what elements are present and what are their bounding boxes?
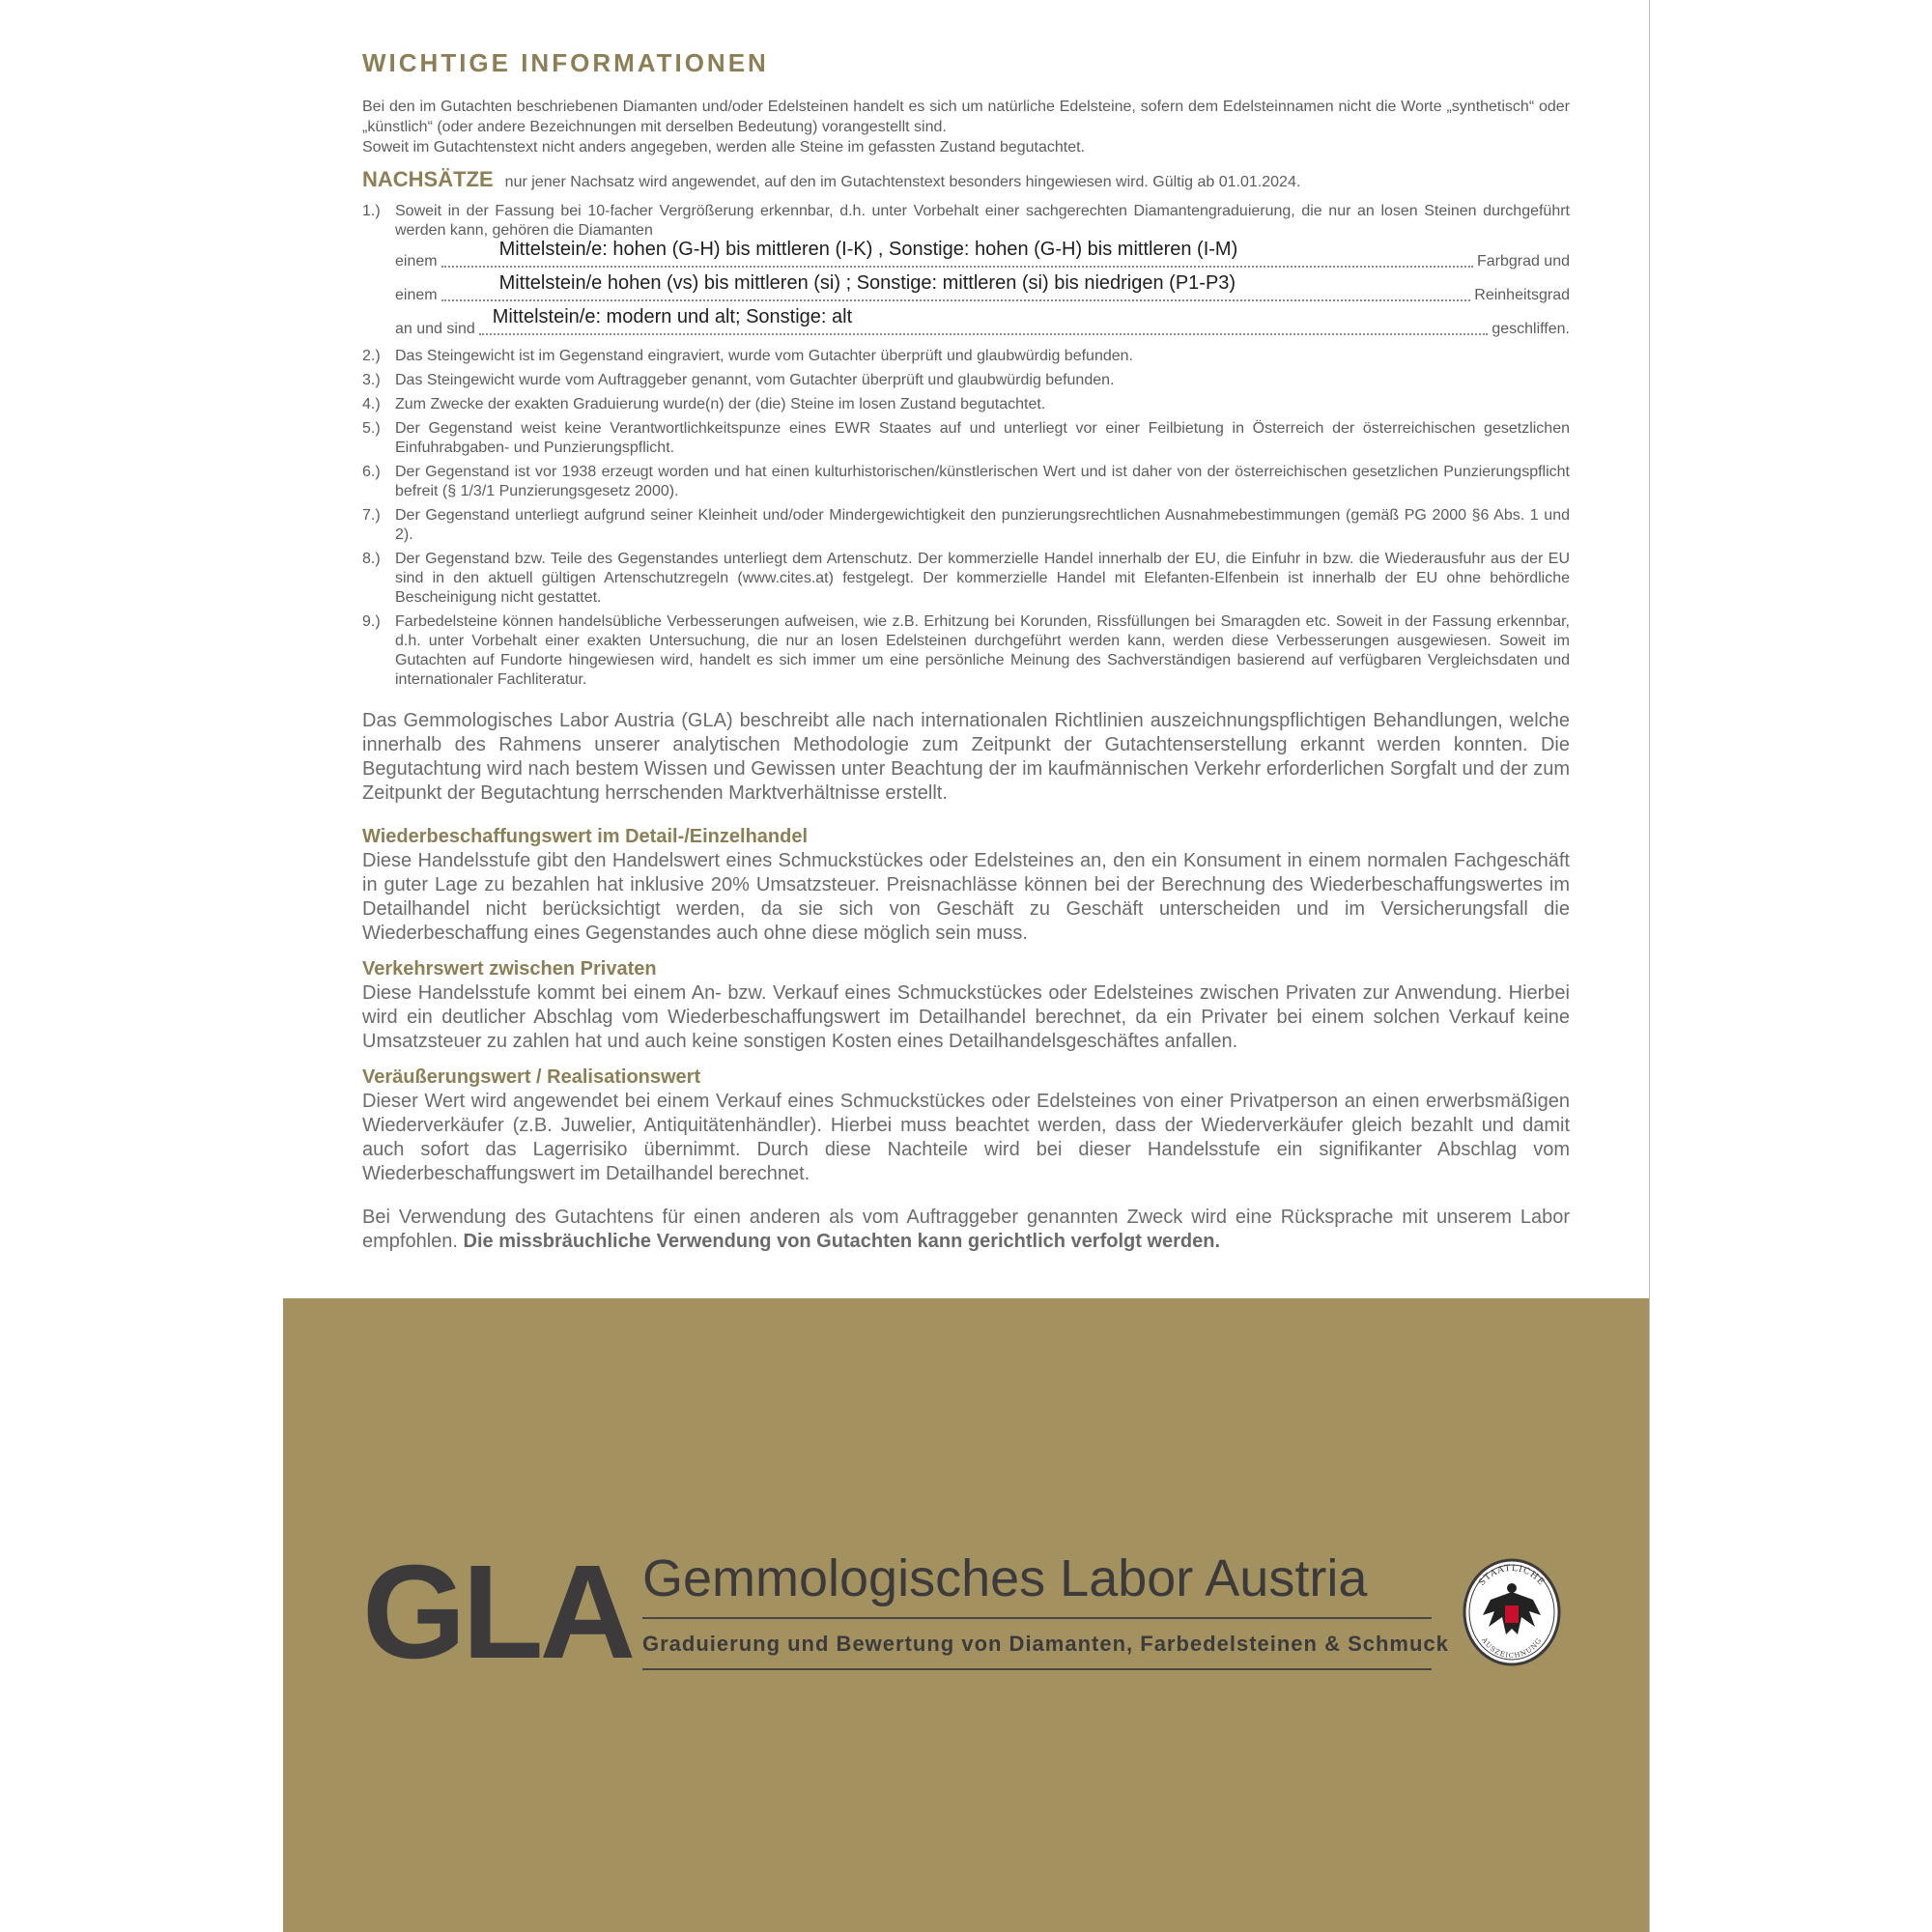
clause-item [362, 419, 1570, 458]
dotted-line [479, 306, 1489, 335]
clause-text: Das Steingewicht wurde vom Auftraggeber genannt, vom Gutachter überprüft und glaubwürdig befunden. [395, 372, 1115, 388]
document-page [283, 0, 1649, 1932]
clause-text: Der Gegenstand unterliegt aufgrund seiner Kleinheit und/oder Mindergewichtigkeit den punzierungsrechtlichen Ausnahmebestimmungen (gemäß PG 2000 §6 Abs. 1 und 2). [395, 507, 1570, 543]
lab-name: Gemmologisches Labor Austria [642, 1549, 1368, 1607]
section-heading: Verkehrswert zwischen Privaten [362, 958, 657, 980]
value-section [362, 825, 1570, 946]
clause-text: Soweit in der Fassung bei 10-facher Vergrößerung erkennbar, d.h. unter Vorbehalt einer sachgerechten Diamantengraduierung, die nur an losen Steinen durchgeführt werden kann, gehören die Diamanten [395, 203, 1570, 239]
clause-text: Der Gegenstand ist vor 1938 erzeugt worden und hat einen kulturhistorischen/künstlerischen Wert und ist daher von der österreichischen gesetzlichen Punzierungspflicht befreit (§ 1/3/1 Punzierungsgesetz 2000). [395, 464, 1570, 499]
fill-row-color [395, 241, 1570, 274]
fill-lead: an und sind [395, 321, 475, 337]
clause-text: Farbedelsteine können handelsübliche Verbesserungen aufweisen, wie z.B. Erhitzung bei Korunden, Rissfüllungen bei Smaragden etc. Soweit in der Fassung erkennbar, d.h. unter Vorbehalt einer exakten Untersuchung, die nur an losen Edelsteinen durchgeführt werden kann, werden diese Verbesserungen ausgewiesen. Soweit im Gutachten auf Fundorte hingewiesen wird, handelt es sich immer um eine persönliche Meinung des Sachverständigen basierend auf verfügbaren Vergleichsdaten und internationaler Fachliteratur. [395, 613, 1570, 688]
closing-text: Bei Verwendung des Gutachtens für einen anderen als vom Auftraggeber genannten Zweck wird eine Rücksprache mit unserem Labor empfohlen. [362, 1207, 1570, 1252]
clause-text: Der Gegenstand bzw. Teile des Gegenstandes unterliegt dem Artenschutz. Der kommerzielle Handel innerhalb der EU, die Einfuhr in bzw. die Wiederausfuhr aus der EU sind in den aktuell gültigen Artenschutzregeln (www.cites.at) festgelegt. Der kommerzielle Handel mit Elefanten-Elfenbein ist innerhalb der EU ohne behördliche Bescheinigung nicht gestattet. [395, 551, 1570, 606]
clarity-grade-value: Mittelstein/e hohen (vs) bis mittleren (si) ; Sonstige: mittleren (si) bis niedrigen (P1-P3) [498, 272, 1236, 294]
state-award-seal-icon [1462, 1557, 1562, 1667]
fill-trail: geschliffen. [1492, 321, 1570, 337]
section-heading: Wiederbeschaffungswert im Detail-/Einzelhandel [362, 826, 809, 847]
nachsaetze-label: NACHSÄTZE [362, 167, 494, 191]
content-column [362, 46, 1570, 1254]
gla-logo: GLA [362, 1538, 633, 1687]
svg-text:AUSZEICHNUNG: AUSZEICHNUNG [1480, 1636, 1544, 1661]
intro-text-2: Soweit im Gutachtenstext nicht anders angegeben, werden alle Steine im gefassten Zustand begutachtet. [362, 139, 1086, 156]
clause-number: 8.) [362, 551, 381, 567]
clause-item [362, 612, 1570, 690]
gla-treatment-paragraph: Das Gemmologisches Labor Austria (GLA) beschreibt alle nach internationalen Richtlinien auszeichnungspflichtigen Behandlungen, welche innerhalb des Rahmens unserer analytischen Methodologie zum Zeitpunkt der Gutachtenserstellung erkannt werden konnten. Die Begutachtung wird nach bestem Wissen und Gewissen unter Beachtung der im kaufmännischen Verkehr erforderlichen Sorgfalt und der zum Zeitpunkt der Begutachtung herrschenden Marktverhältnisse erstellt. [362, 710, 1570, 804]
svg-text:STAATLICHE: STAATLICHE [1477, 1563, 1547, 1588]
fill-row-cut [395, 308, 1570, 342]
section-text: Diese Handelsstufe kommt bei einem An- bzw. Verkauf eines Schmuckstückes oder Edelsteines zwischen Privaten zur Anwendung. Hierbei wird ein deutlicher Abschlag vom Wiederbeschaffungswert im Detailhandel berechnet, da ein Privater bei einem solchen Verkauf keine Umsatzsteuer zu zahlen hat und auch keine sonstigen Kosten eines Detailhandelsgeschäftes anfallen. [362, 982, 1570, 1052]
lab-tagline: Graduierung und Bewertung von Diamanten, Farbedelsteinen & Schmuck [642, 1632, 1449, 1656]
clause-item [362, 506, 1570, 545]
fill-trail: Reinheitsgrad [1474, 287, 1570, 303]
information-section [283, 0, 1649, 1298]
value-section [362, 957, 1570, 1054]
clause-number: 2.) [362, 348, 381, 364]
divider [642, 1668, 1432, 1670]
clause-item [362, 463, 1570, 501]
page-title: WICHTIGE INFORMATIONEN [362, 48, 769, 77]
clause-text: Der Gegenstand weist keine Verantwortlichkeitspunze eines EWR Staates auf und unterliegt vor einer Feilbietung in Österreich der österreichischen gesetzlichen Einfuhrabgaben- und Punzierungspflicht. [395, 420, 1570, 456]
nachsaetze-note: nur jener Nachsatz wird angewendet, auf den im Gutachtenstext besonders hingewiesen wird. Gültig ab 01.01.2024. [504, 174, 1301, 190]
clause-item [362, 202, 1570, 342]
fill-row-clarity [395, 274, 1570, 308]
clause-text: Zum Zwecke der exakten Graduierung wurde(n) der (die) Steine im losen Zustand begutachtet. [395, 396, 1046, 412]
fill-trail: Farbgrad und [1476, 253, 1570, 270]
section-text: Dieser Wert wird angewendet bei einem Verkauf eines Schmuckstückes oder Edelsteines von einer Privatperson an einen erwerbsmäßigen Wiederverkäufer (z.B. Juwelier, Antiquitätenhändler). Hierbei muss beachtet werden, dass der Wiederverkäufer gleich bezahlt und damit auch sofort das Lagerrisiko übernimmt. Durch diese Nachteile wird bei dieser Handelsstufe ein signifikanter Abschlag vom Wiederbeschaffungswert im Detailhandel berechnet. [362, 1091, 1570, 1184]
color-grade-value: Mittelstein/e: hohen (G-H) bis mittleren (I-K) , Sonstige: hohen (G-H) bis mittleren (I-M) [498, 239, 1238, 260]
clause-list [362, 202, 1570, 690]
clause-item [362, 550, 1570, 608]
footer-band [283, 1298, 1649, 1932]
section-text: Diese Handelsstufe gibt den Handelswert eines Schmuckstückes oder Edelsteines an, den ein Konsument in einem normalen Fachgeschäft in guter Lage zu bezahlen hat inklusive 20% Umsatzsteuer. Preisnachlässe können bei der Berechnung des Wiederbeschaffungswertes im Detailhandel nicht berücksichtigt werden, da sie sich von Geschäft zu Geschäft unterscheiden und im Versicherungsfall die Wiederbeschaffung eines Gegenstandes auch ohne diese möglich sein muss. [362, 850, 1570, 944]
section-heading: Veräußerungswert / Realisationswert [362, 1066, 701, 1088]
clause-number: 9.) [362, 613, 381, 630]
cut-value: Mittelstein/e: modern und alt; Sonstige: alt [492, 306, 853, 327]
closing-paragraph [362, 1206, 1570, 1254]
dotted-line [441, 272, 1471, 301]
clause-number: 7.) [362, 507, 381, 524]
clause-item [362, 395, 1570, 414]
clause-number: 4.) [362, 396, 381, 412]
clause-item [362, 371, 1570, 390]
clause-text: Das Steingewicht ist im Gegenstand eingraviert, wurde vom Gutachter überprüft und glaubwürdig befunden. [395, 348, 1133, 364]
clause-number: 1.) [362, 203, 381, 219]
fill-lead: einem [395, 287, 438, 303]
clause-number: 3.) [362, 372, 381, 388]
closing-warning: Die missbräuchliche Verwendung von Gutachten kann gerichtlich verfolgt werden. [463, 1231, 1221, 1252]
nachsaetze-header [362, 167, 1570, 192]
clause-number: 5.) [362, 420, 381, 437]
divider [642, 1617, 1432, 1619]
dotted-line [441, 239, 1473, 268]
value-section [362, 1065, 1570, 1186]
intro-text: Bei den im Gutachten beschriebenen Diamanten und/oder Edelsteinen handelt es sich um natürliche Edelsteine, sofern dem Edelsteinnamen nicht die Worte „synthetisch“ oder „künstlich“ (oder andere Bezeichnungen mit derselben Bedeutung) vorangestellt sind. [362, 99, 1570, 135]
fill-lead: einem [395, 253, 438, 270]
clause-item [362, 347, 1570, 366]
clause-number: 6.) [362, 464, 381, 480]
